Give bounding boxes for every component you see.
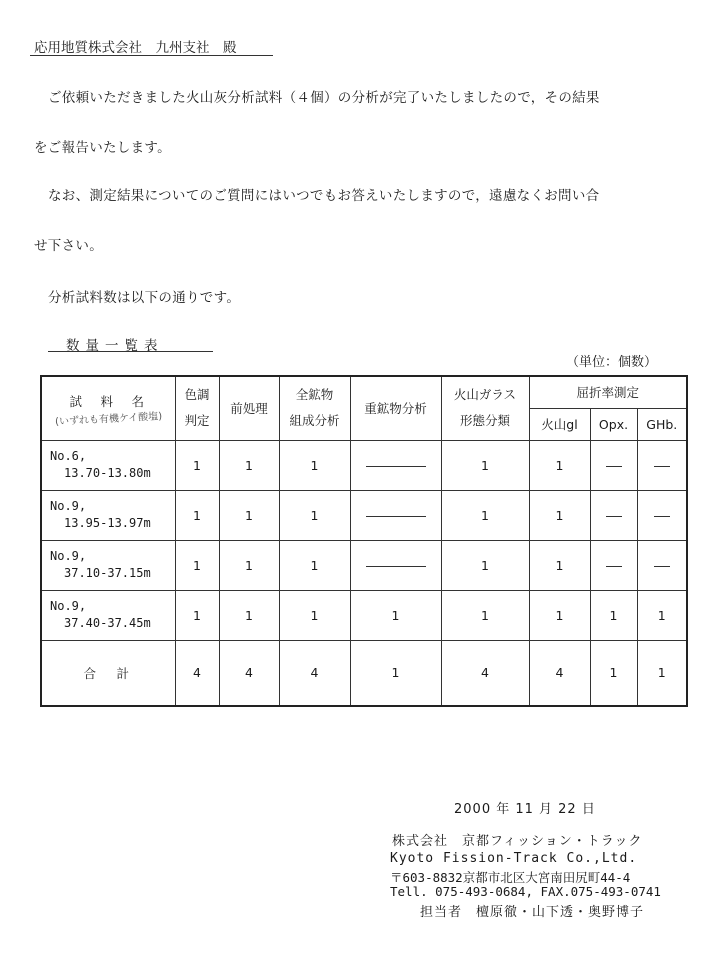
sample-id: No.9, [50,599,87,613]
cell-color: 1 [175,590,219,640]
dash [606,566,622,567]
total-mineral: 4 [279,640,350,706]
header-glass-line2: 形態分類 [459,413,510,429]
header-pretreatment: 前処理 [219,376,279,440]
cell-refr-opx [590,490,637,540]
dash [654,516,670,517]
header-refr-ghb: GHb. [637,408,687,440]
cell-pretreat: 1 [219,540,279,590]
header-color-line2: 判定 [184,413,210,429]
cell-color: 1 [175,540,219,590]
sample-depth: 13.70-13.80m [64,466,151,480]
addressee: 応用地質株式会社 九州支社 殿 [34,40,237,56]
sample-depth: 37.40-37.45m [64,616,151,630]
company-name-en: Kyoto Fission-Track Co.,Ltd. [390,851,638,866]
sample-id: No.6, [50,449,87,463]
table-row [41,540,687,590]
total-heavy: 1 [350,640,441,706]
header-volcanic-glass [441,376,529,440]
dash [606,516,622,517]
cell-refr-glass: 1 [529,540,590,590]
cell-glass: 1 [441,540,529,590]
cell-heavy [350,540,441,590]
addressee-underline [30,55,273,56]
cell-mineral: 1 [279,540,350,590]
table-row [41,490,687,540]
paragraph-5: 分析試料数は以下の通りです。 [48,290,241,306]
dash [366,566,426,567]
header-glass-line1: 火山ガラス [453,387,517,403]
cell-refr-glass: 1 [529,590,590,640]
header-refr-opx: Opx. [590,408,637,440]
cell-refr-glass: 1 [529,490,590,540]
dash [366,466,426,467]
total-label: 合 計 [41,640,175,706]
cell-glass: 1 [441,590,529,640]
cell-refr-ghb [637,440,687,490]
table-row [41,590,687,640]
sample-name-cell [41,440,175,490]
table-row [41,440,687,490]
total-color: 4 [175,640,219,706]
cell-pretreat: 1 [219,440,279,490]
staff-names: 担当者 檀原徹・山下透・奥野博子 [420,905,645,920]
report-date: 2000 年 11 月 22 日 [454,802,596,817]
sample-name-cell [41,540,175,590]
header-mineral-line2: 組成分析 [289,413,340,429]
cell-heavy [350,490,441,540]
cell-glass: 1 [441,490,529,540]
quantity-table [40,375,688,707]
cell-pretreat: 1 [219,490,279,540]
cell-glass: 1 [441,440,529,490]
cell-refr-opx [590,540,637,590]
sample-depth: 13.95-13.97m [64,516,151,530]
header-sample-name-label: 試 料 名 [69,393,147,409]
dash [654,566,670,567]
company-name-jp: 株式会社 京都フィッション・トラック [392,834,643,849]
header-color [175,376,219,440]
total-refr-opx: 1 [590,640,637,706]
header-refraction: 屈折率測定 [529,376,687,408]
company-phone: Tell. 075-493-0684, FAX.075-493-0741 [390,884,661,899]
header-color-line1: 色調 [184,387,210,403]
paragraph-1: ご依頼いただきました火山灰分析試料（４個）の分析が完了いたしましたので，その結果 [48,90,600,106]
table-title-underline [48,351,213,352]
sample-name-cell [41,490,175,540]
sample-id: No.9, [50,499,87,513]
cell-heavy [350,440,441,490]
cell-refr-ghb [637,540,687,590]
total-refr-ghb: 1 [637,640,687,706]
total-pretreat: 4 [219,640,279,706]
sample-depth: 37.10-37.15m [64,566,151,580]
cell-refr-opx [590,440,637,490]
cell-refr-opx: 1 [590,590,637,640]
cell-color: 1 [175,490,219,540]
cell-refr-glass: 1 [529,440,590,490]
total-glass: 4 [441,640,529,706]
header-heavy-mineral: 重鉱物分析 [350,376,441,440]
header-refr-glass: 火山gl [529,408,590,440]
dash [606,466,622,467]
paragraph-4: せ下さい。 [34,238,103,254]
company-address: 〒603-8832京都市北区大宮南田尻町44-4 [390,870,631,885]
cell-mineral: 1 [279,490,350,540]
total-row [41,640,687,706]
cell-refr-ghb: 1 [637,590,687,640]
cell-pretreat: 1 [219,590,279,640]
cell-color: 1 [175,440,219,490]
header-mineral [279,376,350,440]
table-title: 数量一覧表 [66,338,164,354]
cell-heavy: 1 [350,590,441,640]
cell-refr-ghb [637,490,687,540]
paragraph-2: をご報告いたします。 [34,140,171,156]
paragraph-3: なお、測定結果についてのご質問にはいつでもお答えいたしますので，遠慮なくお問い合 [48,188,600,204]
total-refr-glass: 4 [529,640,590,706]
dash [654,466,670,467]
cell-mineral: 1 [279,590,350,640]
header-sample-note: (いずれも有機ケイ酸塩) [54,410,163,428]
sample-id: No.9, [50,549,87,563]
sample-name-cell [41,590,175,640]
header-sample-name [41,376,175,440]
dash [366,516,426,517]
unit-label: （単位：個数） [566,355,658,370]
cell-mineral: 1 [279,440,350,490]
header-mineral-line1: 全鉱物 [295,387,334,403]
